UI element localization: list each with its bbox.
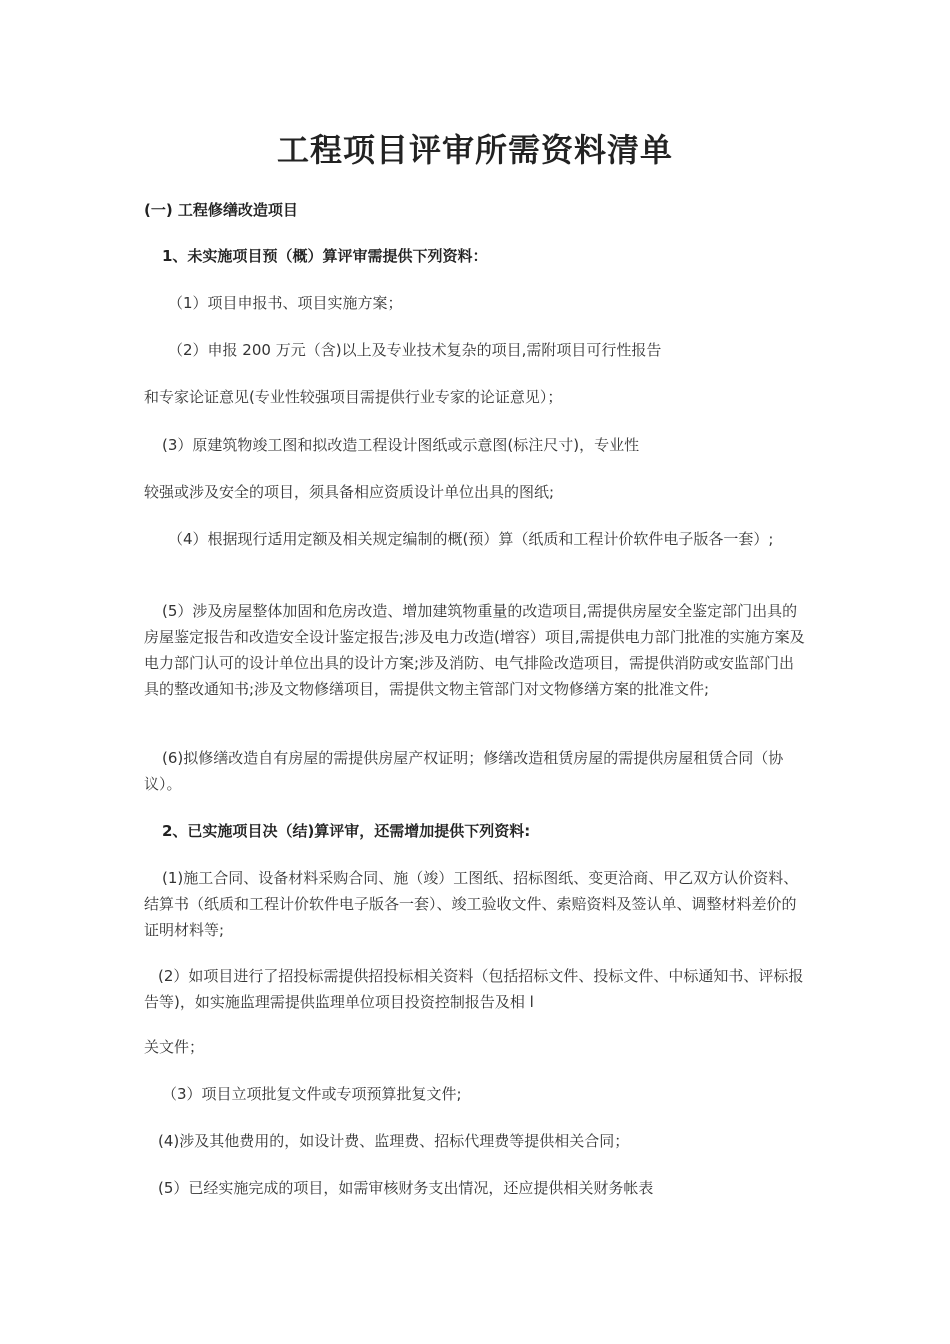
list-item-continuation: 较强或涉及安全的项目，须具备相应资质设计单位出具的图纸; <box>144 483 555 501</box>
list-item: （4）根据现行适用定额及相关规定编制的概(预）算（纸质和工程计价软件电子版各一套）; <box>168 530 774 548</box>
list-item: (5）已经实施完成的项目，如需审核财务支出情况，还应提供相关财务帐表 <box>158 1179 654 1197</box>
section-heading: (一) 工程修缮改造项目 <box>144 201 298 219</box>
list-item: (6)拟修缮改造自有房屋的需提供房屋产权证明；修缮改造租赁房屋的需提供房屋租赁合同（协议）。 <box>144 749 784 793</box>
list-item: (2）如项目进行了招投标需提供招投标相关资料（包括招标文件、投标文件、中标通知书、评标报告等)，如实施监理需提供监理单位项目投资控制报告及相 l <box>144 967 804 1011</box>
list-item: (3）原建筑物竣工图和拟改造工程设计图纸或示意图(标注尺寸)，专业性 <box>162 436 640 454</box>
list-item: （3）项目立项批复文件或专项预算批复文件; <box>162 1085 462 1103</box>
list-item: （1）项目申报书、项目实施方案； <box>168 294 403 312</box>
list-item: (4)涉及其他费用的，如设计费、监理费、招标代理费等提供相关合同； <box>158 1132 630 1150</box>
list-item: (5）涉及房屋整体加固和危房改造、增加建筑物重量的改造项目,需提供房屋安全鉴定部门出具的房屋鉴定报告和改造安全设计鉴定报告;涉及电力改造(增容）项目,需提供电力部门批准的实施方案及电力部门认可的设计单位出具的设计方案;涉及消防、电气排险改造项目，需提供消防或安监部门出具的整改通知书;涉及文物修缮项目，需提供文物主管部门对文物修缮方案的批准文件; <box>144 602 805 698</box>
subsection-heading: 2、已实施项目决（结)算评审，还需增加提供下列资料: <box>162 822 531 840</box>
subsection-heading: 1、未实施项目预（概）算评审需提供下列资料： <box>162 247 488 265</box>
list-item: (1)施工合同、设备材料采购合同、施（竣）工图纸、招标图纸、变更洽商、甲乙双方认价资料、结算书（纸质和工程计价软件电子版各一套）、竣工验收文件、索赔资料及签认单、调整材料差价的证明材料等; <box>144 869 799 939</box>
list-item-continuation: 和专家论证意见(专业性较强项目需提供行业专家的论证意见）； <box>144 388 563 406</box>
list-item-continuation: 关文件； <box>144 1038 205 1056</box>
document-title: 工程项目评审所需资料清单 <box>276 131 673 169</box>
list-item: （2）申报 200 万元（含)以上及专业技术复杂的项目,需附项目可行性报告 <box>168 341 662 359</box>
